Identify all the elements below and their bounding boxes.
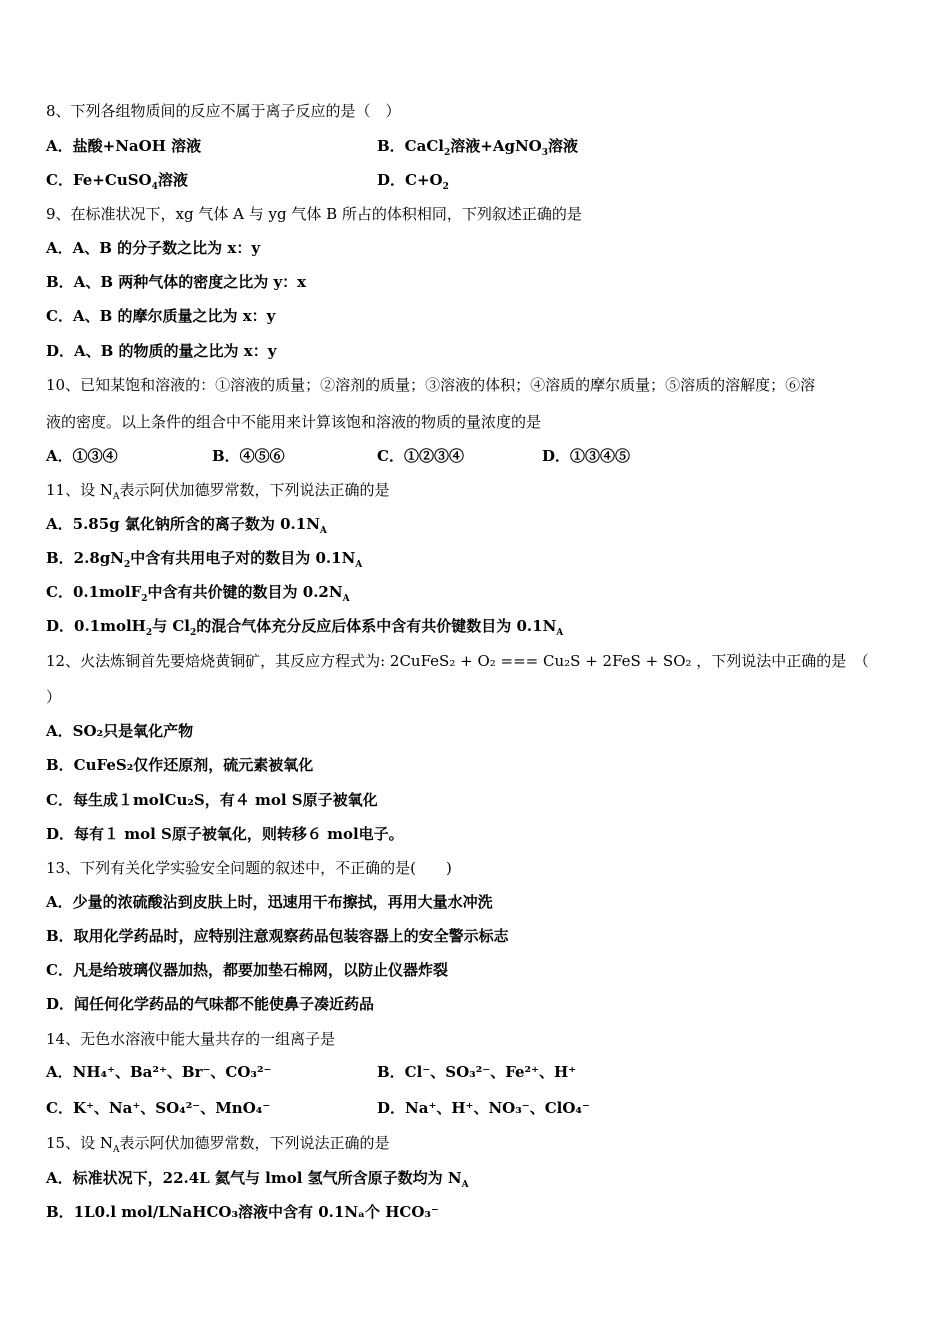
- q12-option-d: D．每有１ mol S原子被氧化，则转移６ mol电子。: [46, 825, 404, 843]
- q9-option-c: C．A、B 的摩尔质量之比为 x：y: [46, 307, 276, 325]
- q9-option-d: D．A、B 的物质的量之比为 x：y: [46, 342, 277, 360]
- question-14-stem: 14、无色水溶液中能大量共存的一组离子是: [46, 1030, 336, 1048]
- q14-option-d: D．Na⁺、H⁺、NO₃⁻、ClO₄⁻: [377, 1099, 590, 1117]
- q9-option-a: A．A、B 的分子数之比为 x：y: [46, 239, 261, 257]
- q12-option-b: B．CuFeS₂仅作还原剂，硫元素被氧化: [46, 756, 314, 774]
- q13-option-b: B．取用化学药品时，应特别注意观察药品包装容器上的安全警示标志: [46, 927, 509, 945]
- question-13-stem: 13、下列有关化学实验安全问题的叙述中，不正确的是( ): [46, 859, 452, 877]
- q8-option-d: D．$C+O_2$: [377, 171, 449, 192]
- q14-option-a: A．NH₄⁺、Ba²⁺、Br⁻、CO₃²⁻ B．Cl⁻、SO₃²⁻、Fe²⁺、H⁺: [46, 1063, 577, 1081]
- q8-option-b: B．CaCl$_2$溶液+AgNO$_3$溶液: [377, 137, 579, 158]
- question-8-stem: 8、下列各组物质间的反应不属于离子反应的是（ ）: [46, 102, 401, 120]
- question-15-stem: 15、设 $N_A$表示阿伏加德罗常数，下列说法正确的是: [46, 1134, 390, 1155]
- q9-option-b: B．A、B 两种气体的密度之比为 y：x: [46, 273, 307, 291]
- q12-option-a: A．SO₂只是氧化产物: [46, 722, 194, 740]
- question-9-stem: 9、在标准状况下，xg 气体 A 与 yg 气体 B 所占的体积相同，下列叙述正确的是: [46, 205, 582, 223]
- q14-option-c: C．K⁺、Na⁺、SO₄²⁻、MnO₄⁻ D．Na⁺、H⁺、NO₃⁻、ClO₄⁻: [46, 1099, 590, 1117]
- q8-option-a: A．盐酸+NaOH 溶液 B．CaCl$_2$溶液+AgNO$_3$溶液: [46, 137, 579, 158]
- q13-option-d: D．闻任何化学药品的气味都不能使鼻子凑近药品: [46, 995, 375, 1013]
- question-10-stem-line2: 液的密度。以上条件的组合中不能用来计算该饱和溶液的物质的量浓度的是: [46, 413, 542, 431]
- q15-option-a: A．标准状况下，22.4L 氦气与 lmol 氢气所含原子数均为 $N_A$: [46, 1169, 469, 1190]
- q11-option-d: D．0.1molH$_2$与 $Cl_2$的混合气体充分反应后体系中含有共价键数目为 $0.1N_A$: [46, 617, 564, 638]
- q15-option-b: B．1L0.l mol/LNaHCO₃溶液中含有 0.1Nₐ个 HCO₃⁻: [46, 1203, 439, 1221]
- q12-option-c: C．每生成１molCu₂S，有４ mol S原子被氧化: [46, 791, 378, 809]
- q8-option-c: C．Fe+CuSO$_4$溶液 D．$C+O_2$: [46, 171, 449, 192]
- question-10-stem-line1: 10、已知某饱和溶液的：①溶液的质量；②溶剂的质量；③溶液的体积；④溶质的摩尔质量；⑤溶质的溶解度；⑥溶: [46, 376, 816, 394]
- question-12-stem-line1: 12、火法炼铜首先要焙烧黄铜矿，其反应方程式为: 2CuFeS₂ + O₂ === Cu₂S + 2FeS + SO₂ ，下列说法中正确的是 （: [46, 652, 869, 670]
- q11-option-c: C．0.1molF$_2$中含有共价键的数目为 $0.2N_A$: [46, 583, 350, 604]
- q10-option-d: D．①③④⑤: [542, 447, 631, 465]
- question-12-stem-line2: ）: [46, 688, 62, 706]
- question-11-stem: 11、设 $N_A$表示阿伏加德罗常数，下列说法正确的是: [46, 481, 390, 502]
- q10-option-a: A．①③④: [46, 447, 118, 465]
- q13-option-c: C．凡是给玻璃仪器加热，都要加垫石棉网，以防止仪器炸裂: [46, 961, 448, 979]
- q13-option-a: A．少量的浓硫酸沾到皮肤上时，迅速用干布擦拭，再用大量水冲洗: [46, 893, 493, 911]
- q14-option-b: B．Cl⁻、SO₃²⁻、Fe²⁺、H⁺: [377, 1063, 577, 1081]
- q11-option-b: B．$2.8gN_2$中含有共用电子对的数目为 $0.1N_A$: [46, 549, 363, 570]
- q10-option-b: B．④⑤⑥: [212, 447, 285, 465]
- q10-option-c: C．①②③④: [377, 447, 464, 465]
- q11-option-a: A．5.85g 氯化钠所含的离子数为 $0.1N_A$: [46, 515, 327, 536]
